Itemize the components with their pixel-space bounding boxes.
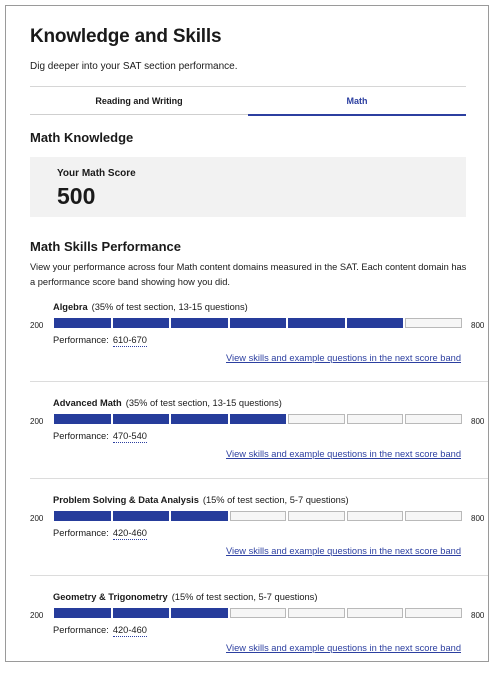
band-segment-filled (230, 414, 287, 424)
next-band-link[interactable]: View skills and example questions in the next score band (226, 546, 461, 556)
scale-min: 200 (30, 611, 44, 620)
divider (30, 478, 488, 479)
band-segment-empty (288, 511, 345, 521)
domain-meta: (35% of test section, 13-15 questions) (91, 302, 248, 312)
score-band-bar (54, 608, 462, 618)
scale-max: 800 (471, 611, 485, 620)
scale-min: 200 (30, 321, 44, 330)
scale-max: 800 (471, 514, 485, 523)
band-segment-filled (171, 511, 228, 521)
domain-header (53, 302, 248, 312)
score-band-bar (54, 511, 462, 521)
domain-meta: (35% of test section, 13-15 questions) (125, 398, 282, 408)
divider (30, 381, 488, 382)
scale-min: 200 (30, 514, 44, 523)
band-segment-filled (54, 511, 111, 521)
band-segment-filled (347, 318, 404, 328)
band-segment-filled (230, 318, 287, 328)
skills-description: View your performance across four Math content domains measured in the SAT. Each content domain has a performance score band showing how you did. (30, 262, 467, 287)
performance-row (53, 625, 147, 635)
math-score-box (30, 157, 466, 217)
band-segment-empty (288, 608, 345, 618)
band-segment-empty (405, 414, 462, 424)
page-subtitle: Dig deeper into your SAT section performance. (30, 61, 238, 72)
scale-max: 800 (471, 321, 485, 330)
domain-name: Algebra (53, 302, 88, 312)
band-segment-empty (405, 608, 462, 618)
score-band-bar (54, 318, 462, 328)
performance-row (53, 335, 147, 345)
domain-meta: (15% of test section, 5-7 questions) (171, 592, 318, 602)
performance-range[interactable]: 420-460 (112, 528, 147, 538)
domain-header (53, 495, 349, 505)
next-band-link[interactable]: View skills and example questions in the next score band (226, 643, 461, 653)
domain-meta: (15% of test section, 5-7 questions) (202, 495, 349, 505)
band-segment-filled (113, 318, 170, 328)
performance-range[interactable]: 420-460 (112, 625, 147, 635)
band-segment-empty (347, 511, 404, 521)
band-segment-filled (54, 608, 111, 618)
band-segment-empty (405, 511, 462, 521)
performance-row (53, 431, 147, 441)
scale-max: 800 (471, 417, 485, 426)
tab-math[interactable]: Math (248, 87, 466, 116)
band-segment-filled (113, 511, 170, 521)
math-knowledge-heading: Math Knowledge (30, 130, 134, 145)
performance-label: Performance: (53, 625, 109, 635)
band-segment-empty (230, 511, 287, 521)
band-segment-empty (347, 414, 404, 424)
band-segment-filled (171, 414, 228, 424)
domain-name: Problem Solving & Data Analysis (53, 495, 199, 505)
math-skills-heading: Math Skills Performance (30, 239, 181, 254)
next-band-link[interactable]: View skills and example questions in the next score band (226, 353, 461, 363)
band-segment-empty (230, 608, 287, 618)
performance-label: Performance: (53, 431, 109, 441)
band-segment-empty (405, 318, 462, 328)
divider (30, 575, 488, 576)
band-segment-empty (347, 608, 404, 618)
page-title: Knowledge and Skills (30, 26, 222, 47)
band-segment-filled (288, 318, 345, 328)
band-segment-filled (54, 318, 111, 328)
band-segment-filled (171, 608, 228, 618)
domain-name: Geometry & Trigonometry (53, 592, 168, 602)
domain-header (53, 592, 317, 602)
scale-min: 200 (30, 417, 44, 426)
band-segment-filled (54, 414, 111, 424)
performance-label: Performance: (53, 528, 109, 538)
domain-name: Advanced Math (53, 398, 122, 408)
tab-reading-and-writing[interactable]: Reading and Writing (30, 87, 248, 115)
band-segment-filled (113, 608, 170, 618)
score-band-bar (54, 414, 462, 424)
section-tabs (30, 86, 466, 115)
performance-range[interactable]: 610-670 (112, 335, 147, 345)
band-segment-empty (288, 414, 345, 424)
next-band-link[interactable]: View skills and example questions in the next score band (226, 449, 461, 459)
band-segment-filled (171, 318, 228, 328)
knowledge-skills-card (5, 5, 489, 662)
score-label: Your Math Score (57, 168, 136, 179)
domain-header (53, 398, 282, 408)
performance-label: Performance: (53, 335, 109, 345)
performance-range[interactable]: 470-540 (112, 431, 147, 441)
band-segment-filled (113, 414, 170, 424)
score-value: 500 (57, 183, 96, 209)
performance-row (53, 528, 147, 538)
